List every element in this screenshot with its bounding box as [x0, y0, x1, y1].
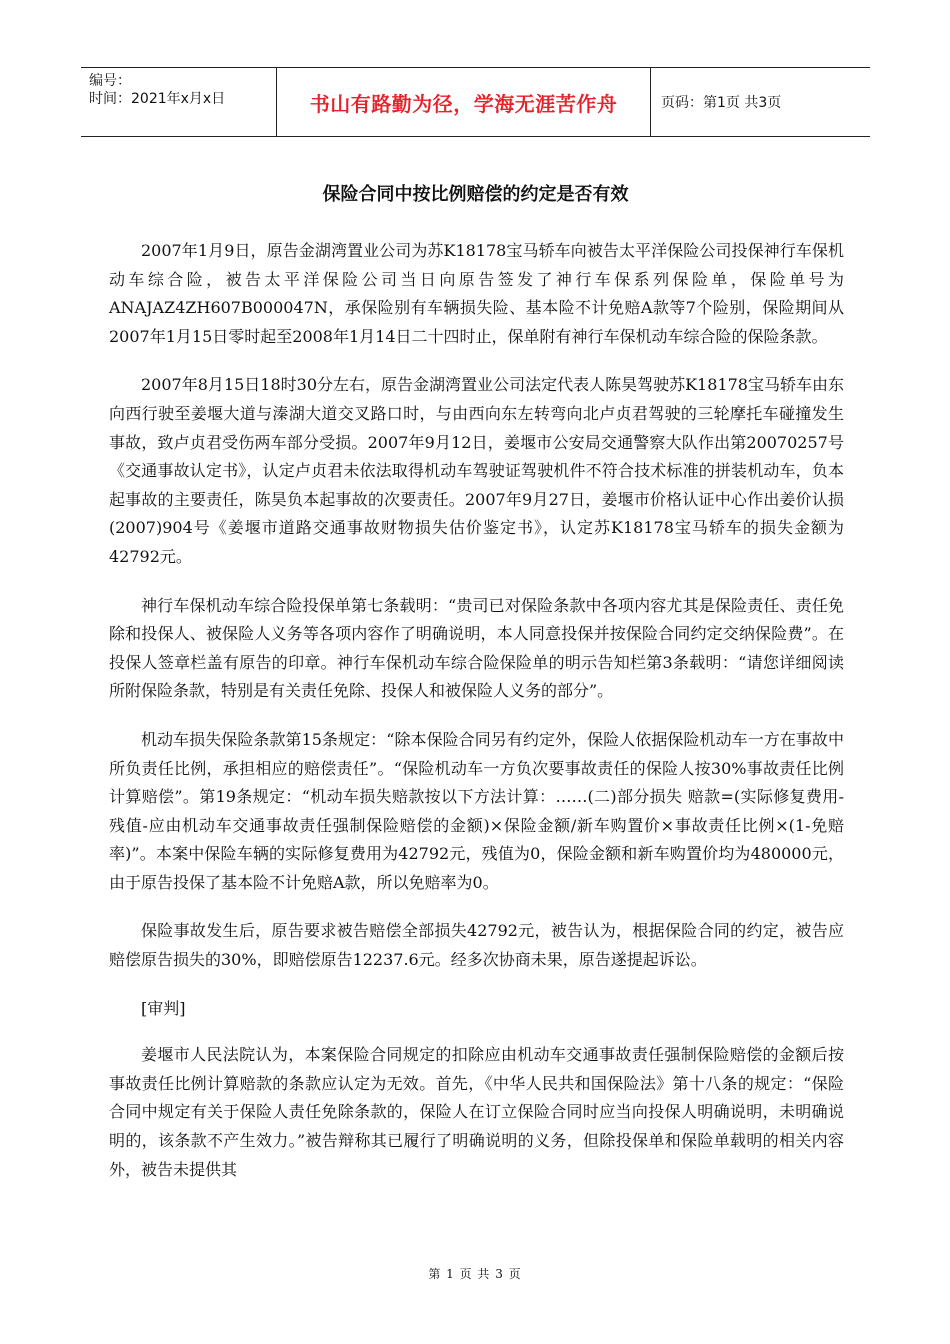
document-number-label: 编号： — [89, 73, 131, 89]
paragraph: 2007年8月15日18时30分左右，原告金湖湾置业公司法定代表人陈昊驾驶苏K18178宝马轿车由东向西行驶至姜堰大道与溱湖大道交叉路口时，与由西向东左转弯向北卢贞君驾驶的三轮摩托车碰撞发生事故，致卢贞君受伤两车部分受损。2007年9月12日，姜堰市公安局交通警察大队作出第20070257号《交通事故认定书》，认定卢贞君未依法取得机动车驾驶证驾驶机件不符合技术标准的拼装机动车，负本起事故的主要责任，陈昊负本起事故的次要责任。2007年9月27日，姜堰市价格认证中心作出姜价认损(2007)904号《姜堰市道路交通事故财物损失估价鉴定书》，认定苏K18178宝马轿车的损失金额为42792元。 — [109, 375, 844, 566]
document-body — [109, 237, 844, 1204]
paragraph: 2007年1月9日，原告金湖湾置业公司为苏K18178宝马轿车向被告太平洋保险公司投保神行车保机动车综合险，被告太平洋保险公司当日向原告签发了神行车保系列保险单，保险单号为ANAJAZ4ZH607B000047N，承保险别有车辆损失险、基本险不计免赔A款等7个险别，保险期间从2007年1月15日零时起至2008年1月14日二十四时止，保单附有神行车保机动车综合险的保险条款。 — [109, 241, 844, 346]
header-motto: 书山有路勤为径，学海无涯苦作舟 — [309, 91, 618, 116]
header-page-info-cell — [651, 68, 870, 136]
paragraph: 姜堰市人民法院认为，本案保险合同规定的扣除应由机动车交通事故责任强制保险赔偿的金额后按事故责任比例计算赔款的条款应认定为无效。首先，《中华人民共和国保险法》第十八条的规定：“保险合同中规定有关于保险人责任免除条款的，保险人在订立保险合同时应当向投保人明确说明，未明确说明的，该条款不产生效力。”被告辩称其已履行了明确说明的义务，但除投保单和保险单载明的相关内容外，被告未提供其 — [109, 1045, 844, 1179]
paragraph: 神行车保机动车综合险投保单第七条载明：“贵司已对保险条款中各项内容尤其是保险责任、责任免除和投保人、被保险人义务等各项内容作了明确说明，本人同意投保并按保险合同约定交纳保险费”。在投保人签章栏盖有原告的印章。神行车保机动车综合险保险单的明示告知栏第3条载明：“请您详细阅读所附保险条款，特别是有关责任免除、投保人和被保险人义务的部分”。 — [109, 595, 844, 701]
header-motto-cell — [277, 68, 651, 136]
document-title: 保险合同中按比例赔偿的约定是否有效 — [322, 184, 629, 205]
document-header — [81, 67, 870, 137]
paragraph: 保险事故发生后，原告要求被告赔偿全部损失42792元，被告认为，根据保险合同的约定，被告应赔偿原告损失的30%，即赔偿原告12237.6元。经多次协商未果，原告遂提起诉讼。 — [109, 921, 844, 970]
page-footer: 第 1 页 共 3 页 — [428, 1267, 522, 1281]
header-meta — [81, 68, 277, 136]
paragraph: 机动车损失保险条款第15条规定：“除本保险合同另有约定外，保险人依据保险机动车一方在事故中所负责任比例，承担相应的赔偿责任”。“保险机动车一方负次要事故责任的保险人按30%事故责任比例计算赔偿”。第19条规定：“机动车损失赔款按以下方法计算：……(二)部分损失 赔款=(实际修复费用-残值-应由机动车交通事故责任强制保险赔偿的金额)×保险金额/新车购置价×事故责任比例×(1-免赔率)”。本案中保险车辆的实际修复费用为42792元，残值为0，保险金额和新车购置价均为480000元，由于原告投保了基本险不计免赔A款，所以免赔率为0。 — [109, 729, 844, 892]
section-heading-judgment: [审判] — [141, 998, 186, 1018]
header-page-info: 页码：第1页 共3页 — [661, 95, 782, 111]
document-time-label: 时间：2021年x月x日 — [89, 91, 226, 107]
